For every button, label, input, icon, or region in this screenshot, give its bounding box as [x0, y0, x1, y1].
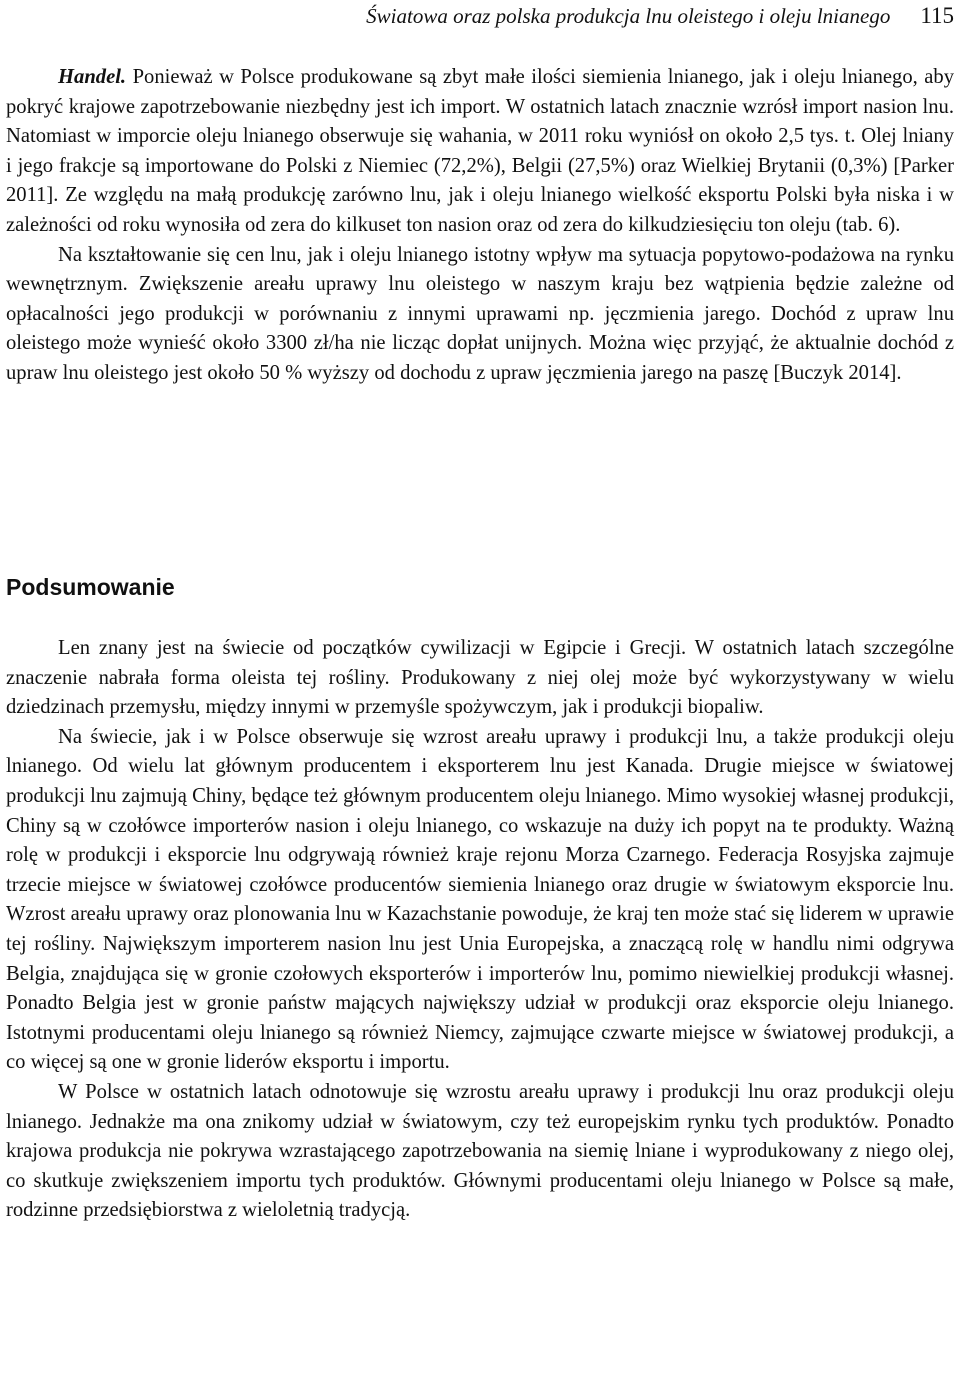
summary-section: [6, 634, 954, 1226]
summary-paragraph-3: W Polsce w ostatnich latach odnotowuje się wzrostu areału uprawy i produkcji lnu oraz produkcji oleju lnianego. Jednakże ma ona znikomy udział w światowym, czy też europejskim rynku tych produktów. Ponadto krajowa produkcja nie pokrywa wzrastającego zapotrzebowania na siemię lniane i wyprodukowany z niego olej, co skutkuje zwiększeniem importu tych produktów. Głównymi producentami oleju lnianego w Polsce są małe, rodzinne przedsiębiorstwa z wieloletnią tradycją.: [6, 1080, 954, 1222]
section-heading-summary: Podsumowanie: [6, 574, 175, 600]
trade-paragraph-1: [6, 63, 954, 241]
trade-section: [6, 63, 954, 389]
trade-label: Handel.: [58, 66, 127, 88]
trade-paragraph-1-text: Ponieważ w Polsce produkowane są zbyt małe ilości siemienia lnianego, jak i oleju lnianego, aby pokryć krajowe zapotrzebowanie niezbędny jest ich import. W ostatnich latach znacznie wzrósł import nasion lnu. Natomiast w imporcie oleju lnianego obserwuje się wahania, w 2011 roku wyniósł on około 2,5 tys. t. Olej lniany i jego frakcje są importowane do Polski z Niemiec (72,2%), Belgii (27,5%) oraz Wielkiej Brytanii (0,3%) [Parker 2011]. Ze względu na małą produkcję zarówno lnu, jak i oleju lnianego wielkość eksportu Polski była niska i w zależności od roku wynosiła od zera do kilkuset ton nasion oraz od zera do kilkudziesięciu ton oleju (tab. 6).: [6, 66, 954, 236]
page-number: 115: [920, 3, 954, 28]
running-title: Światowa oraz polska produkcja lnu oleistego i oleju lnianego: [366, 4, 891, 28]
summary-paragraph-2: Na świecie, jak i w Polsce obserwuje się wzrost areału uprawy i produkcji lnu, a także produkcji oleju lnianego. Od wielu lat głównym producentem i eksporterem lnu jest Kanada. Drugie miejsce w światowej produkcji lnu zajmują Chiny, będące też głównym producentem oleju lnianego. Mimo wysokiej własnej produkcji, Chiny są w czołówce importerów nasion i oleju lnianego, co wskazuje na duży ich popyt na te produkty. Ważną rolę w produkcji i eksporcie lnu odgrywają również kraje rejonu Morza Czarnego. Federacja Rosyjska zajmuje trzecie miejsce w światowej czołówce producentów siemienia lnianego oraz drugie w światowym eksporcie lnu. Wzrost areału uprawy oraz plonowania lnu w Kazachstanie powoduje, że kraj ten może stać się liderem w uprawie tej rośliny. Największym importerem nasion lnu jest Unia Europejska, a znaczącą rolę w handlu nimi odgrywa Belgia, znajdująca się w gronie czołowych eksporterów i importerów lnu, pomimo niewielkiej produkcji własnej. Ponadto Belgia jest w gronie państw mających największy udział w produkcji oraz eksporcie oleju lnianego. Istotnymi producentami oleju lnianego są również Niemcy, zajmujące czwarte miejsce w światowej produkcji, a co więcej są one w gronie liderów eksportu i importu.: [6, 725, 954, 1074]
summary-paragraph-1: Len znany jest na świecie od początków cywilizacji w Egipcie i Grecji. W ostatnich latach szczególne znaczenie nabrała forma oleista tej rośliny. Produkowany z niej olej może być wykorzystywany w wielu dziedzinach przemysłu, między innymi w przemyśle spożywczym, jak i produkcji biopaliw.: [6, 637, 954, 719]
running-header: [366, 2, 954, 30]
trade-paragraph-2: Na kształtowanie się cen lnu, jak i oleju lnianego istotny wpływ ma sytuacja popytowo-podażowa na rynku wewnętrznym. Zwiększenie areału uprawy lnu oleistego w naszym kraju bez wątpienia będzie zależne od opłacalności jego produkcji w porównaniu z innymi uprawami np. jęczmienia jarego. Dochód z upraw lnu oleistego może wynieść około 3300 zł/ha nie licząc dopłat unijnych. Można więc przyjąć, że aktualnie dochód z upraw lnu oleistego jest około 50 % wyższy od dochodu z upraw jęczmienia jarego na paszę [Buczyk 2014].: [6, 243, 954, 384]
